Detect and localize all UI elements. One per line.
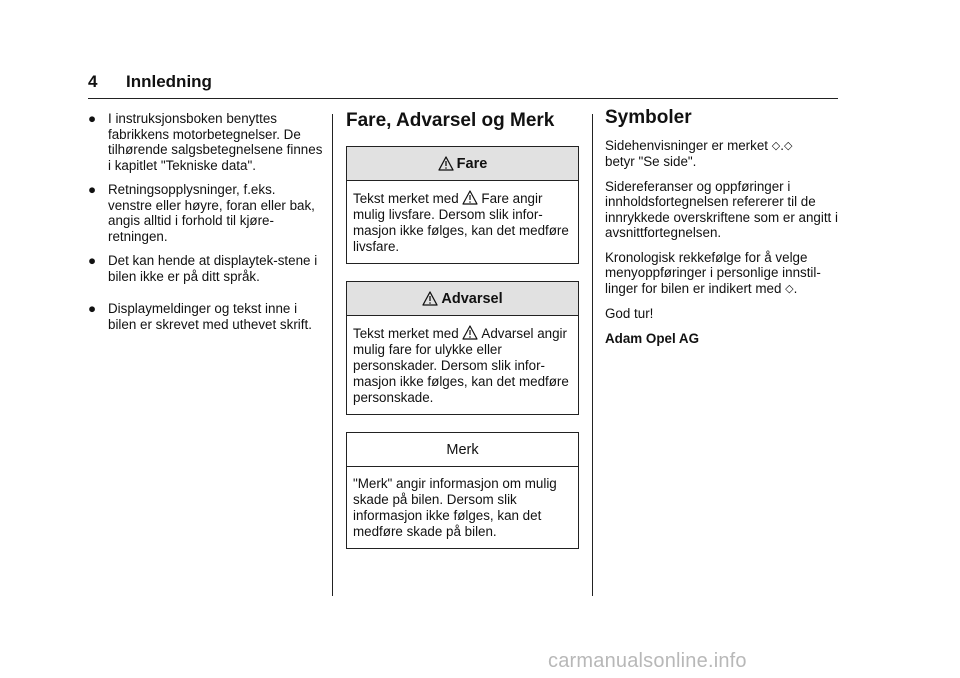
- paragraph: [605, 138, 840, 170]
- paragraph: [605, 250, 840, 298]
- warning-triangle-icon: [438, 156, 454, 171]
- page-reference-icon: ◇: [785, 282, 794, 295]
- column-2: [346, 110, 579, 549]
- list-item: [88, 253, 323, 284]
- header-rule: [88, 98, 838, 99]
- page-header: [88, 72, 212, 92]
- section-heading: Fare, Advarsel og Merk: [346, 110, 555, 131]
- page-reference-icon: ◇: [783, 139, 793, 152]
- page-reference-icon: ◇: [771, 139, 781, 152]
- advarsel-body-prefix: Tekst merket med: [353, 326, 463, 341]
- advarsel-box-title: Advarsel: [441, 290, 503, 307]
- list-item: [88, 182, 323, 244]
- merk-box-body: [347, 467, 578, 548]
- bullet-dot: ●: [88, 182, 97, 197]
- paragraph-text: Sidehenvisninger er merket: [605, 137, 772, 153]
- warning-triangle-icon: [422, 291, 438, 306]
- paragraph-text: Kronologisk rekkefølge for å velge menyoppføringer i personlige innstil-linger for bilen er indikert med: [605, 249, 821, 296]
- chapter-title: Innledning: [126, 72, 212, 91]
- paragraph-text: betyr "Se side".: [605, 154, 697, 169]
- page-number: 4: [88, 72, 98, 91]
- paragraph-text: .: [793, 280, 798, 296]
- bullet-dot: ●: [88, 111, 97, 126]
- warning-triangle-icon: [462, 190, 478, 205]
- column-1: [88, 111, 323, 341]
- merk-box-header: [347, 433, 578, 467]
- column-divider-1: [332, 114, 333, 596]
- paragraph: God tur!: [605, 306, 654, 321]
- fare-box-title: Fare: [456, 155, 488, 172]
- fare-box-header: [347, 147, 578, 181]
- fare-box-body: [347, 181, 578, 263]
- list-item-text: Retningsopplysninger, f.eks. venstre eller høyre, foran eller bak, angis alltid i forhold til kjøre-retningen.: [108, 182, 315, 244]
- advarsel-body-suffix: Advarsel angir mulig fare for ulykke eller personskader. Dersom slik infor-masjon ikke følges, kan det medføre personskade.: [353, 326, 569, 405]
- bullet-dot: ●: [88, 301, 97, 316]
- bullet-dot: ●: [88, 253, 97, 268]
- list-item-text: Displaymeldinger og tekst inne i bilen er skrevet med uthevet skrift.: [108, 301, 312, 332]
- list-item: [88, 111, 323, 173]
- column-divider-2: [592, 114, 593, 596]
- fare-body-prefix: Tekst merket med: [353, 191, 463, 206]
- merk-body: "Merk" angir informasjon om mulig skade på bilen. Dersom slik informasjon ikke følges, kan det medføre skade på bilen.: [353, 476, 557, 539]
- merk-box: [346, 432, 579, 549]
- advarsel-box: [346, 281, 579, 415]
- paragraph-text: .: [780, 137, 784, 153]
- list-item-text: Det kan hende at displaytek-stene i bilen ikke er på ditt språk.: [108, 253, 318, 284]
- warning-triangle-icon: [462, 325, 478, 340]
- advarsel-box-header: [347, 282, 578, 316]
- fare-box: [346, 146, 579, 264]
- section-heading: Symboler: [605, 107, 692, 128]
- list-item: [88, 301, 323, 332]
- fare-body-suffix: Fare angir mulig livsfare. Dersom slik infor-masjon ikke følges, kan det medføre livsfare.: [353, 191, 569, 254]
- signature: Adam Opel AG: [605, 330, 699, 346]
- column-3: [605, 107, 840, 355]
- advarsel-box-body: [347, 316, 578, 414]
- list-item-text: I instruksjonsboken benyttes fabrikkens motorbetegnelser. De tilhørende salgsbetegnelsene finnes i kapitlet "Tekniske data".: [108, 111, 323, 173]
- watermark: carmanualsonline.info: [548, 650, 747, 672]
- merk-box-title: Merk: [446, 441, 479, 458]
- paragraph: Sidereferanser og oppføringer i innholdsfortegnelsen refererer til de innrykkede overskriftene som er angitt i avsnittfortegnelsen.: [605, 178, 838, 240]
